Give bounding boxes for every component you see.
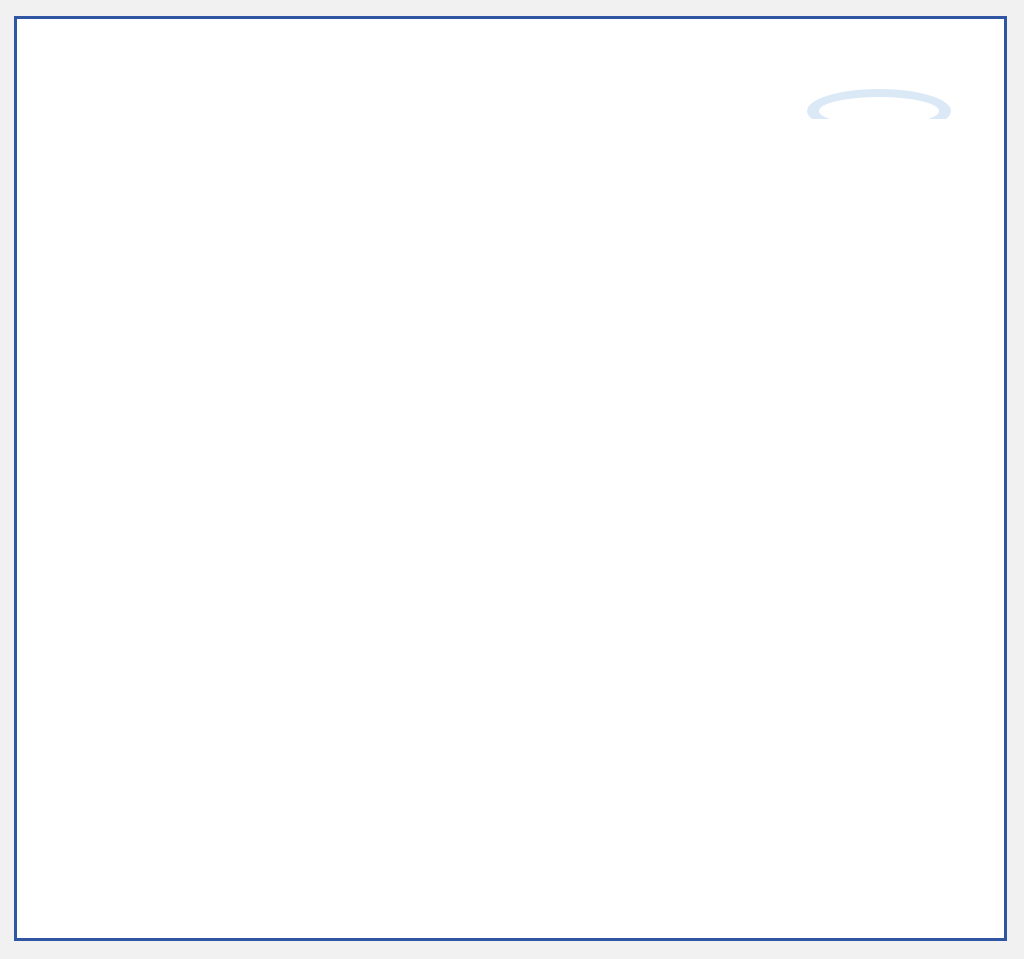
column-header (782, 79, 982, 209)
title-arc-decoration (804, 79, 954, 119)
column-frame (14, 16, 1007, 941)
